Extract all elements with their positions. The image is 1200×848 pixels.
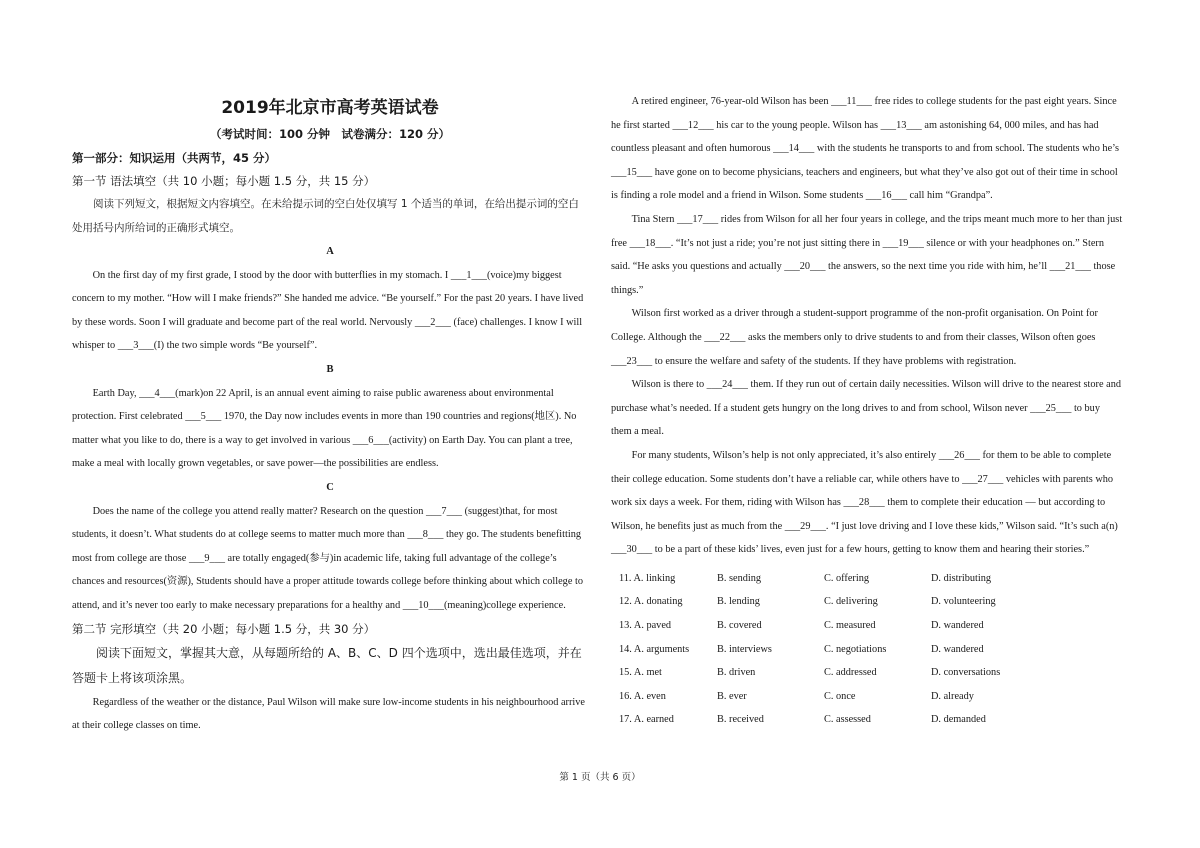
option-d: D. wandered bbox=[931, 620, 984, 632]
right-column bbox=[611, 90, 1123, 732]
option-b: B. sending bbox=[717, 572, 762, 584]
cloze-paragraph: Tina Stern ___17___ rides from Wilson for all her four years in college, and the trips meant much more to her than just free ___18___. “It’s not just a ride; you’re not just sitting there in ___19___ silence or with your headphones on.” Stern said. “He asks you questions and actually ___20___ the answers, so the next time you ride with him, he’ll ___21___ those things.” bbox=[611, 213, 1123, 296]
part1-title: 第一部分：知识运用（共两节，45 分） bbox=[72, 151, 277, 165]
option-d: D. wandered bbox=[931, 643, 984, 655]
option-row bbox=[611, 590, 1123, 614]
option-d: D. volunteering bbox=[931, 596, 996, 608]
section1-title: 第一节 语法填空（共 10 小题；每小题 1.5 分，共 15 分） bbox=[72, 174, 376, 188]
page-footer: 第 1 页（共 6 页） bbox=[559, 772, 641, 783]
option-d: D. demanded bbox=[931, 714, 986, 726]
option-row bbox=[611, 567, 1123, 591]
option-c: C. delivering bbox=[824, 596, 878, 608]
option-b: B. received bbox=[717, 714, 764, 726]
option-c: C. measured bbox=[824, 620, 876, 632]
passage-b: Earth Day, ___4___(mark)on 22 April, is an annual event aiming to raise public awareness about environmental protection. First celebrated ___5___ 1970, the Day now includes events in more than 190 countries and regions(地区). No matter what you like to do, there is a way to get involved in various ___6___(activity) on Earth Day. You can plant a tree, make a meal with locally grown vegetables, or save power—the possibilities are endless. bbox=[72, 387, 577, 470]
option-b: B. ever bbox=[717, 690, 747, 702]
exam-subtitle: （考试时间：100 分钟 试卷满分：120 分） bbox=[209, 127, 450, 141]
option-a: 12. A. donating bbox=[619, 596, 683, 608]
option-c: C. addressed bbox=[824, 667, 877, 679]
option-c: C. assessed bbox=[824, 714, 871, 726]
options-list bbox=[611, 567, 1123, 732]
option-d: D. already bbox=[931, 690, 974, 702]
option-c: C. once bbox=[824, 690, 856, 702]
passage-b-label: B bbox=[326, 363, 334, 375]
option-row bbox=[611, 638, 1123, 662]
option-row bbox=[611, 661, 1123, 685]
left-column bbox=[72, 90, 588, 738]
option-row bbox=[611, 614, 1123, 638]
passage-a: On the first day of my first grade, I stood by the door with butterflies in my stomach. I ___1___(voice)my biggest concern to my mother. “How will I make friends?” She handed me advice. “Be yourself.” For the past 20 years. I have lived by these words. Soon I will graduate and become part of the real world. Nervously ___2___ (face) challenges. I know I will whisper to ___3___(I) the two simple words “Be yourself”. bbox=[72, 269, 584, 352]
option-a: 16. A. even bbox=[619, 690, 666, 702]
section2-title: 第二节 完形填空（共 20 小题；每小题 1.5 分，共 30 分） bbox=[72, 621, 376, 636]
option-a: 14. A. arguments bbox=[619, 643, 690, 655]
cloze-paragraph: A retired engineer, 76-year-old Wilson has been ___11___ free rides to college students for the past eight years. Since he first started ___12___ his car to the young people. Wilson has ___13___ am astonishing 64, 000 miles, and has had countless pleasant and often humorous ___14___ with the students he transports to and from school. The students who he’s ___15___ have gone on to become physicians, teachers and engineers, but what they’ve also got out of their time in school is finding a role model and a friend in Wilson. Some students ___16___ call him “Grandpa”. bbox=[611, 96, 1120, 202]
passage-c: Does the name of the college you attend really matter? Research on the question ___7___ (suggest)that, for most students, it doesn’t. What students do at college seems to matter much more than ___8___ they go. The students benefitting most from college are those ___9___ are totally engaged(参与)in academic life, taking full advantage of the college’s chances and resources(资源), Students should have a proper attitude towards college before thinking about which college to attend, and it’s never too early to make necessary preparations for a healthy and ___10___(meaning)college experience. bbox=[72, 505, 583, 611]
option-c: C. offering bbox=[824, 572, 869, 584]
option-row bbox=[611, 685, 1123, 709]
option-b: B. covered bbox=[717, 620, 762, 632]
exam-title: 2019年北京市高考英语试卷 bbox=[221, 98, 439, 118]
option-row bbox=[611, 708, 1123, 732]
option-b: B. lending bbox=[717, 596, 760, 608]
passage-c-label: C bbox=[326, 481, 334, 493]
option-b: B. interviews bbox=[717, 643, 772, 655]
option-d: D. distributing bbox=[931, 572, 992, 584]
passage-a-label: A bbox=[326, 246, 334, 257]
option-c: C. negotiations bbox=[824, 643, 887, 655]
cloze-paragraph: Wilson is there to ___24___ them. If they run out of certain daily necessities. Wilson will drive to the nearest store and purchase what’s needed. If a student gets hungry on the long drives to and from school, Wilson never ___25___ to buy them a meal. bbox=[611, 379, 1121, 438]
option-a: 15. A. met bbox=[619, 667, 662, 679]
option-a: 11. A. linking bbox=[619, 572, 676, 584]
option-b: B. driven bbox=[717, 667, 756, 679]
cloze-intro: Regardless of the weather or the distance, Paul Wilson will make sure low-income students in his neighbourhood arrive at their college classes on time. bbox=[72, 696, 585, 732]
section2-instructions: 阅读下面短文，掌握其大意，从每题所给的 A、B、C、D 四个选项中，选出最佳选项，并在答题卡上将该项涂黑。 bbox=[72, 645, 582, 685]
option-d: D. conversations bbox=[931, 667, 1001, 679]
cloze-paragraph: Wilson first worked as a driver through a student-support programme of the non-profit organisation. On Point for College. Although the ___22___ asks the members only to drive students to and from their classes, Wilson often goes ___23___ to ensure the welfare and safety of the students. If they have problems with registration. bbox=[611, 308, 1098, 367]
option-a: 13. A. paved bbox=[619, 620, 672, 632]
section1-instructions: 阅读下列短文，根据短文内容填空。在未给提示词的空白处仅填写 1 个适当的单词，在给出提示词的空白处用括号内所给词的正确形式填空。 bbox=[72, 198, 579, 234]
cloze-paragraph: For many students, Wilson’s help is not only appreciated, it’s also entirely ___26___ for them to be able to complete their college education. Some students don’t have a reliable car, while others have to ___27___ vehicles with parents who work six days a week. For them, riding with Wilson has ___28___ them to complete their education — but according to Wilson, he benefits just as much from the ___29___. “I just love driving and I love these kids,” Wilson said. “It’s such a(n) ___30___ to be a part of these kids’ lives, even just for a few hours, getting to know them and hearing their stories.” bbox=[611, 449, 1118, 556]
option-a: 17. A. earned bbox=[619, 714, 674, 726]
